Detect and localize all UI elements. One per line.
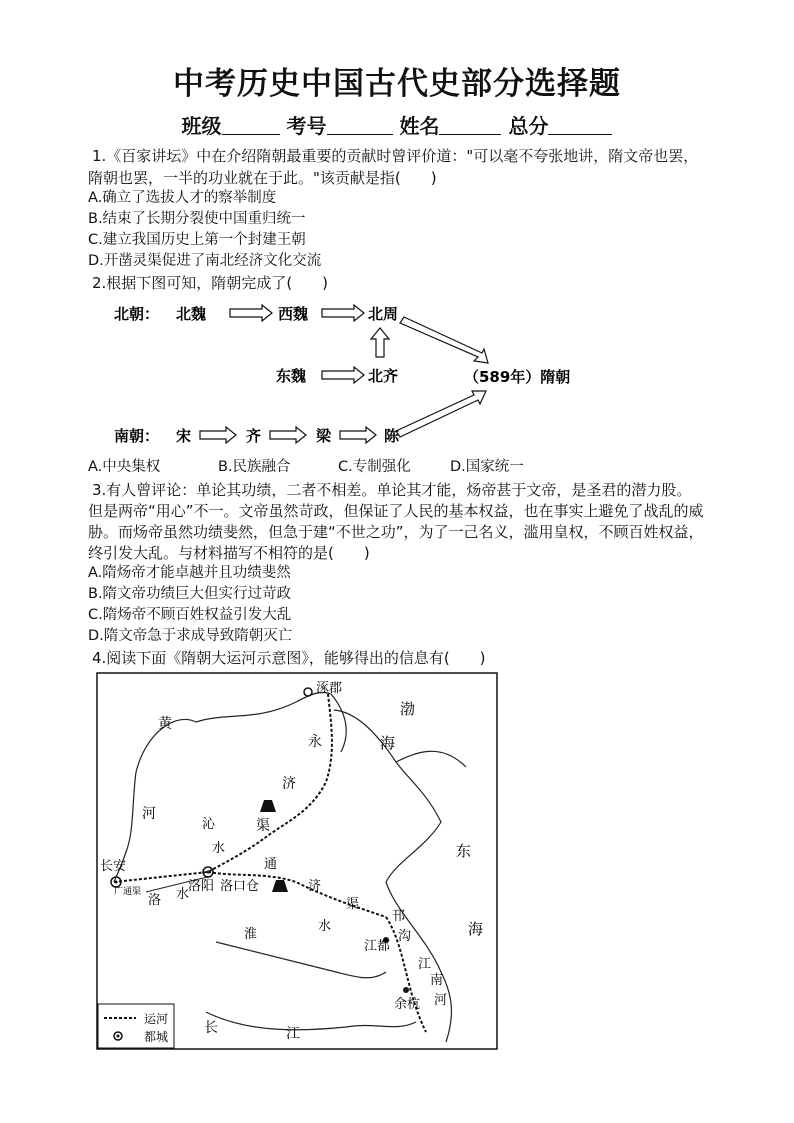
place-luokoucang: 洛口仓 [220,879,260,894]
label-qu: 渠 [256,818,270,834]
arrow-icon [200,427,236,443]
class-label: 班级 [181,114,222,138]
north-label: 北朝： [114,305,160,323]
dynasty-sui: （589年）隋朝 [464,368,571,386]
label-chang: 长 [204,1020,218,1036]
dynasty-bei-qi: 北齐 [368,367,399,385]
q3-option-d[interactable]: D.隋文帝急于求成导致隋朝灭亡 [88,628,293,644]
label-bo: 渤 [400,700,416,718]
label-shui2: 水 [176,887,190,902]
place-changan: 长安 [100,859,127,874]
label-he: 河 [142,806,156,822]
label-huang: 黄 [158,716,172,732]
label-ji: 济 [282,776,296,792]
arrow-icon [230,305,272,321]
q3-stem-line2: 但是两帝“用心”不一。文帝虽然苛政，但保证了人民的基本权益，也在事实上避免了战乱的威 [88,502,704,520]
dynasty-qi: 齐 [246,427,262,445]
diagonal-arrow-icon [396,391,486,437]
place-zhuojun: 涿郡 [316,681,343,696]
q1-stem-line2: 隋朝也罢，一半的功业就在于此。"该贡献是指( ) [88,169,437,187]
dynasty-bei-wei: 北魏 [176,305,207,323]
arrow-icon [270,427,306,443]
q1-option-b[interactable]: B.结束了长期分裂使中国重归统一 [88,211,306,227]
label-guangtong: 广通渠 [114,887,142,897]
q2-stem: 2.根据下图可知，隋朝完成了( ) [92,274,329,292]
dynasty-song: 宋 [176,427,192,445]
arrow-icon [322,305,364,321]
student-info-line [0,110,794,139]
page-title: 中考历史中国古代史部分选择题 [173,66,621,102]
q1-option-c[interactable]: C.建立我国历史上第一个封建王朝 [88,232,306,248]
dynasty-chen: 陈 [384,427,400,445]
label-shui: 水 [212,841,226,856]
dynasty-liang: 梁 [316,427,332,445]
legend-canal-label: 运河 [144,1012,169,1026]
grand-canal-map [96,672,498,1050]
score-label: 总分 [508,114,549,138]
south-label: 南朝： [114,427,160,445]
label-dong: 东 [456,842,472,860]
label-yong: 永 [308,734,322,750]
label-tong: 通 [264,857,278,872]
q1-stem-line1: 1.《百家讲坛》中在介绍隋朝最重要的贡献时曾评价道："可以毫不夸张地讲，隋文帝也罢， [92,147,699,165]
dynasty-xi-wei: 西魏 [278,305,309,323]
name-blank[interactable] [439,116,501,135]
label-jiang2: 江 [286,1026,300,1042]
q4-stem: 4.阅读下面《隋朝大运河示意图》，能够得出的信息有( ) [92,649,486,667]
number-blank[interactable] [327,116,393,135]
label-shui3: 水 [318,919,332,934]
label-ji2: 济 [308,879,322,894]
q1-option-a[interactable]: A.确立了选拔人才的察举制度 [88,190,277,206]
label-qin: 沁 [202,817,216,832]
up-arrow-icon [371,328,389,357]
q2-option-b[interactable]: B.民族融合 [218,459,291,475]
dynasty-bei-zhou: 北周 [368,305,399,323]
label-hai2: 海 [468,920,484,938]
q3-option-c[interactable]: C.隋炀帝不顾百姓权益引发大乱 [88,607,292,623]
dynasty-dong-wei: 东魏 [276,367,307,385]
label-hai: 海 [380,734,396,752]
number-label: 考号 [286,114,327,138]
label-nan: 南 [430,973,444,988]
q3-stem-line4: 终引发大乱。与材料描写不相符的是( ) [88,544,370,562]
q3-stem-line3: 胁。而炀帝虽然功绩斐然，但急于建“不世之功”，为了一己名义，滥用皇权，不顾百姓权益， [88,523,704,541]
place-jiangdu: 江都 [364,939,391,954]
label-han: 邗 [392,909,406,924]
arrow-icon [322,367,364,383]
q3-option-a[interactable]: A.隋炀帝才能卓越并且功绩斐然 [88,565,291,581]
q1-option-d[interactable]: D.开凿灵渠促进了南北经济文化交流 [88,253,322,269]
place-luoyang: 洛阳 [188,879,215,894]
name-label: 姓名 [399,114,440,138]
score-blank[interactable] [548,116,612,135]
arrow-icon [340,427,376,443]
label-he2: 河 [434,993,448,1008]
diagonal-arrow-icon [400,317,488,363]
label-gou: 沟 [398,929,412,944]
label-luo: 洛 [148,893,162,908]
label-jiang: 江 [418,957,432,972]
place-yuhang: 余杭 [394,997,421,1012]
label-qu2: 渠 [346,897,360,912]
class-blank[interactable] [222,116,280,135]
legend-capital-label: 都城 [144,1030,169,1044]
q2-option-c[interactable]: C.专制强化 [338,459,411,475]
q2-option-a[interactable]: A.中央集权 [88,459,161,475]
q3-option-b[interactable]: B.隋文帝功绩巨大但实行过苛政 [88,586,292,602]
q3-stem-line1: 3.有人曾评论：单论其功绩，二者不相差。单论其才能，炀帝甚于文帝，是圣君的潜力股。 [92,481,692,499]
q2-option-d[interactable]: D.国家统一 [450,459,524,475]
label-huai: 淮 [244,927,258,942]
dynasty-flow-diagram [100,295,600,455]
